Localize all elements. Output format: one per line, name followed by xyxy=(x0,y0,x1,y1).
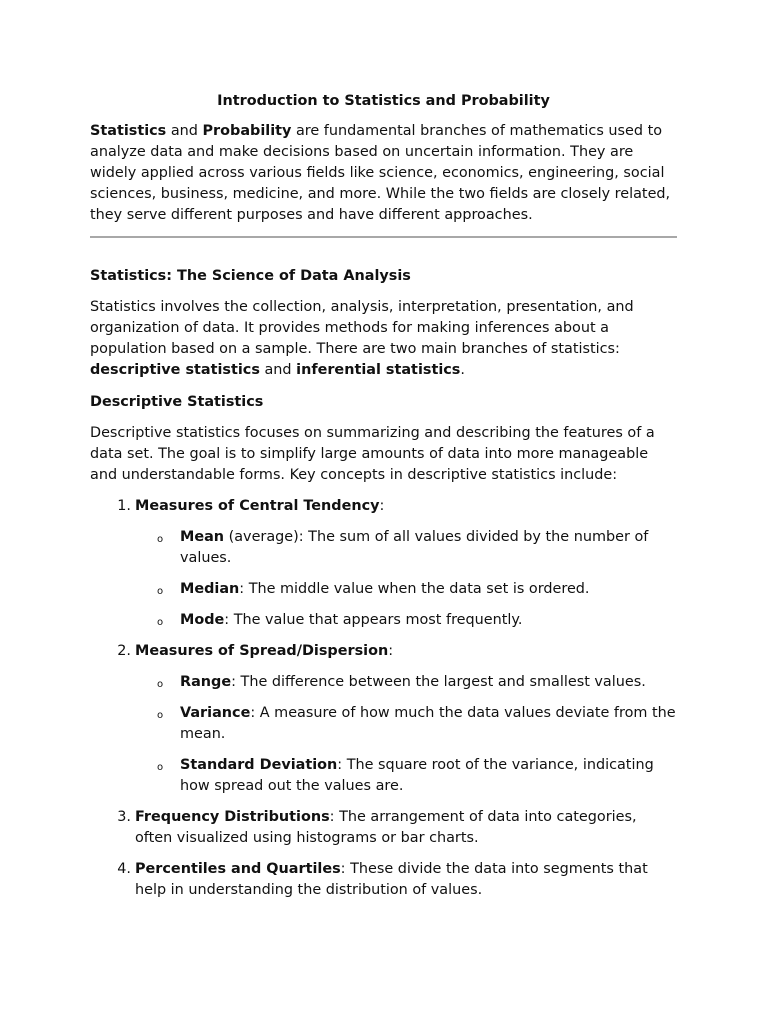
bullet-icon: o xyxy=(157,534,164,545)
intro-term-statistics: Statistics xyxy=(90,123,167,139)
sub-item-desc: : The square root of the variance, indicating how spread out the values are. xyxy=(180,757,654,794)
branch-and: and xyxy=(259,362,297,378)
sub-item-desc: : A measure of how much the data values deviate from the mean. xyxy=(180,705,676,742)
list-item-desc: : xyxy=(388,643,394,659)
sub-list-item xyxy=(157,527,677,569)
branch-inferential: inferential statistics xyxy=(296,362,461,378)
sub-item-desc: : The value that appears most frequently. xyxy=(224,612,523,628)
sub-list-item xyxy=(157,703,677,745)
sub-list-item xyxy=(157,579,677,600)
bullet-icon: o xyxy=(157,617,164,628)
sub-item-term: Variance xyxy=(180,705,251,721)
list-number: 2. xyxy=(117,643,131,659)
list-number: 1. xyxy=(117,498,131,514)
sub-item-term: Mode xyxy=(180,612,225,628)
list-item-desc: : These divide the data into segments that help in understanding the distribution of values. xyxy=(135,861,648,898)
list-item-term: Frequency Distributions xyxy=(135,809,330,825)
sub-item-term: Mean xyxy=(180,529,225,545)
intro-and: and xyxy=(166,123,203,139)
subsection-heading-descriptive: Descriptive Statistics xyxy=(90,394,264,410)
list-item-term: Measures of Central Tendency xyxy=(135,498,380,514)
descriptive-paragraph: Descriptive statistics focuses on summarizing and describing the features of a data set. The goal is to simplify large amounts of data into more manageable and understandable forms. Key concepts in descriptive statistics include: xyxy=(90,425,655,483)
list-item xyxy=(117,859,677,901)
list-number: 3. xyxy=(117,809,131,825)
sub-list-item xyxy=(157,755,677,797)
intro-term-probability: Probability xyxy=(202,123,292,139)
sub-list-item xyxy=(157,672,677,693)
list-item xyxy=(117,641,677,797)
list-item xyxy=(117,807,677,849)
bullet-icon: o xyxy=(157,586,164,597)
sub-list xyxy=(135,672,677,797)
bullet-icon: o xyxy=(157,679,164,690)
sub-item-desc: : The middle value when the data set is ordered. xyxy=(239,581,590,597)
sub-item-desc: (average): The sum of all values divided by the number of values. xyxy=(180,529,649,566)
bullet-icon: o xyxy=(157,762,164,773)
statistics-paragraph xyxy=(90,297,677,381)
key-concepts-list xyxy=(90,496,677,901)
branch-descriptive: descriptive statistics xyxy=(90,362,260,378)
list-item xyxy=(117,496,677,631)
document-title: Introduction to Statistics and Probability xyxy=(217,93,550,109)
list-item-term: Percentiles and Quartiles xyxy=(135,861,341,877)
list-item-term: Measures of Spread/Dispersion xyxy=(135,643,389,659)
branch-end: . xyxy=(460,362,465,378)
sub-list xyxy=(135,527,677,631)
intro-paragraph xyxy=(90,121,677,226)
sub-item-term: Standard Deviation xyxy=(180,757,338,773)
sub-item-term: Range xyxy=(180,674,232,690)
list-item-desc: : xyxy=(379,498,385,514)
sub-list-item xyxy=(157,610,677,631)
list-number: 4. xyxy=(117,861,131,877)
bullet-icon: o xyxy=(157,710,164,721)
sub-item-desc: : The difference between the largest and smallest values. xyxy=(231,674,646,690)
statistics-paragraph-text: Statistics involves the collection, analysis, interpretation, presentation, and organization of data. It provides methods for making inferences about a population based on a sample. There are two main branches of statistics: xyxy=(90,299,634,357)
intro-rest: are fundamental branches of mathematics used to analyze data and make decisions based on uncertain information. They are widely applied across various fields like science, economics, engineering, social sciences, business, medicine, and more. While the two fields are closely related, they serve different purposes and have different approaches. xyxy=(90,123,671,223)
horizontal-divider xyxy=(90,236,677,238)
section-heading-statistics: Statistics: The Science of Data Analysis xyxy=(90,268,411,284)
list-item-desc: : The arrangement of data into categories, often visualized using histograms or bar charts. xyxy=(135,809,637,846)
sub-item-term: Median xyxy=(180,581,240,597)
